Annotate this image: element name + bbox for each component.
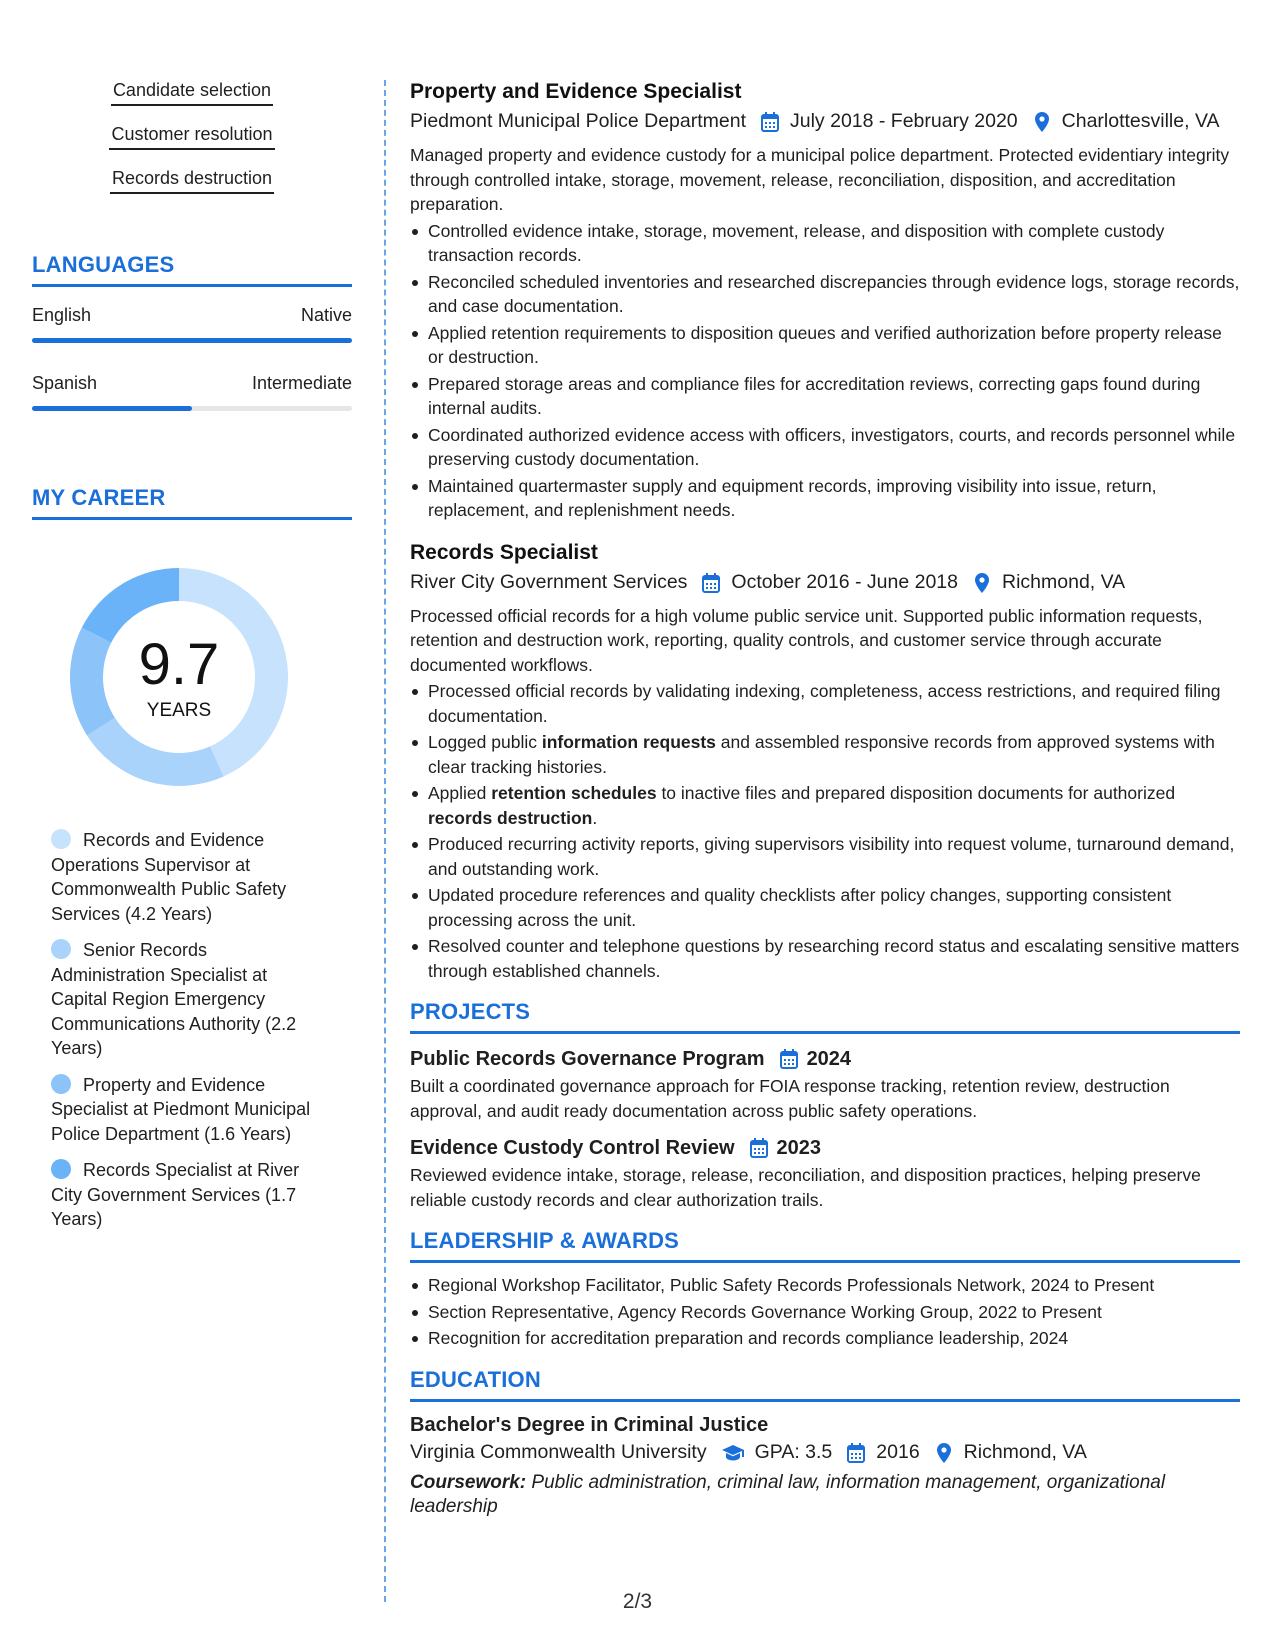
sidebar	[32, 80, 352, 1244]
job-meta	[410, 109, 1240, 134]
legend-dot	[51, 939, 71, 959]
map-pin-icon	[972, 572, 992, 594]
skill-item: Candidate selection	[111, 80, 273, 106]
calendar-icon	[779, 1048, 799, 1070]
job-bullet: Prepared storage areas and compliance files for accreditation reviews, correcting gaps found during internal audits.	[410, 372, 1240, 421]
map-pin-icon	[1032, 111, 1052, 133]
job-bullet: Logged public information requests and assembled responsive records from approved systems with clear tracking histories.	[410, 730, 1240, 779]
leadership-item: Recognition for accreditation preparation and records compliance leadership, 2024	[410, 1326, 1240, 1351]
education-meta	[410, 1440, 1240, 1465]
language-item	[32, 373, 352, 411]
leadership-section	[410, 1228, 1240, 1351]
language-level-bar	[32, 406, 352, 411]
job-dates: July 2018 - February 2020	[790, 110, 1018, 132]
calendar-icon	[749, 1137, 769, 1159]
main-content	[410, 78, 1240, 1519]
job-bullet: Applied retention schedules to inactive files and prepared disposition documents for authorized records destruction.	[410, 781, 1240, 830]
job-bullet: Resolved counter and telephone questions by researching record status and escalating sensitive matters through established channels.	[410, 934, 1240, 983]
job-title: Records Specialist	[410, 540, 598, 564]
legend-dot	[51, 829, 71, 849]
job-dates: October 2016 - June 2018	[731, 570, 958, 593]
job-company: Piedmont Municipal Police Department	[410, 110, 746, 132]
job-bullet: Coordinated authorized evidence access with officers, investigators, courts, and records personnel while preserving custody documentation.	[410, 423, 1240, 472]
graduation-cap-icon	[721, 1442, 745, 1464]
job-bullet: Maintained quartermaster supply and equipment records, improving visibility into issue, return, replacement, and replenishment needs.	[410, 474, 1240, 523]
career-legend	[32, 828, 322, 1232]
education-location: Richmond, VA	[963, 1440, 1087, 1463]
career-total-years: 9.7	[138, 632, 220, 697]
language-level-fill	[32, 338, 352, 343]
language-level: Intermediate	[251, 373, 352, 393]
education-year: 2016	[876, 1440, 920, 1463]
legend-text: Records and Evidence Operations Supervisor at Commonwealth Public Safety Services (4.2 Years)	[51, 830, 287, 924]
career-donut-chart	[66, 564, 292, 790]
donut-slice	[87, 718, 224, 786]
map-pin-icon	[934, 1442, 954, 1464]
job-entry	[410, 78, 1240, 523]
calendar-icon	[760, 111, 780, 133]
project-year: 2024	[806, 1048, 852, 1070]
languages-heading: LANGUAGES	[32, 252, 352, 287]
legend-text: Records Specialist at River City Government Services (1.7 Years)	[51, 1160, 300, 1229]
job-company: River City Government Services	[410, 570, 688, 593]
job-bullets	[410, 219, 1240, 523]
career-legend-item	[51, 1158, 322, 1232]
career-legend-item	[51, 1073, 322, 1147]
job-meta	[410, 570, 1240, 595]
page-number: 2/3	[622, 1590, 653, 1613]
job-bullet: Reconciled scheduled inventories and researched discrepancies through evidence logs, storage records, and case documentation.	[410, 270, 1240, 319]
language-level-bar	[32, 338, 352, 343]
skills-list	[32, 80, 352, 212]
language-level-fill	[32, 406, 192, 411]
skill-item: Customer resolution	[109, 124, 274, 150]
job-summary: Managed property and evidence custody for a municipal police department. Protected evidentiary integrity through controlled intake, storage, movement, release, reconciliation, disposition, and accreditation preparation.	[410, 145, 1230, 214]
project-name: Evidence Custody Control Review	[410, 1137, 735, 1159]
job-bullet: Controlled evidence intake, storage, movement, release, and disposition with complete custody transaction records.	[410, 219, 1240, 268]
career-legend-item	[51, 828, 322, 926]
education-school: Virginia Commonwealth University	[410, 1440, 707, 1463]
legend-text: Senior Records Administration Specialist at Capital Region Emergency Communications Authority (2.2 Years)	[51, 940, 297, 1058]
job-bullet: Processed official records by validating indexing, completeness, access restrictions, and required filing documentation.	[410, 679, 1240, 728]
job-bullet: Produced recurring activity reports, giving supervisors visibility into request volume, turnaround demand, and outstanding work.	[410, 832, 1240, 881]
job-bullet: Updated procedure references and quality checklists after policy changes, supporting consistent processing across the unit.	[410, 883, 1240, 932]
leadership-item: Regional Workshop Facilitator, Public Safety Records Professionals Network, 2024 to Present	[410, 1273, 1240, 1298]
leadership-item: Section Representative, Agency Records Governance Working Group, 2022 to Present	[410, 1300, 1240, 1325]
job-bullets	[410, 679, 1240, 983]
project-name: Public Records Governance Program	[410, 1048, 765, 1070]
job-bullet: Applied retention requirements to disposition queues and verified authorization before property release or destruction.	[410, 321, 1240, 370]
job-title: Property and Evidence Specialist	[410, 80, 742, 103]
project-entry	[410, 1046, 1240, 1123]
language-name: Spanish	[32, 373, 98, 393]
language-level: Native	[300, 305, 352, 325]
education-coursework: Coursework: Public administration, criminal law, information management, organizational leadership	[410, 1471, 1166, 1517]
legend-text: Property and Evidence Specialist at Piedmont Municipal Police Department (1.6 Years)	[51, 1074, 311, 1144]
job-location: Charlottesville, VA	[1061, 110, 1220, 132]
career-legend-item	[51, 938, 322, 1061]
education-heading: EDUCATION	[410, 1367, 1240, 1402]
legend-dot	[51, 1074, 71, 1094]
calendar-icon	[701, 572, 721, 594]
job-location: Richmond, VA	[1002, 570, 1126, 593]
project-description: Reviewed evidence intake, storage, release, reconciliation, and disposition practices, helping preserve reliable custody records and clear authorization trails.	[410, 1165, 1201, 1210]
education-gpa: GPA: 3.5	[754, 1440, 833, 1463]
skill-item: Records destruction	[110, 168, 274, 194]
project-description: Built a coordinated governance approach for FOIA response tracking, retention review, destruction approval, and audit ready documentation across public safety operations.	[410, 1076, 1170, 1121]
calendar-icon	[846, 1442, 866, 1464]
education-degree: Bachelor's Degree in Criminal Justice	[410, 1413, 769, 1436]
projects-heading: PROJECTS	[410, 999, 1240, 1034]
job-summary: Processed official records for a high volume public service unit. Supported public information requests, retention and destruction work, reporting, quality controls, and customer service through accurate documented workflows.	[410, 605, 1203, 675]
project-entry	[410, 1135, 1240, 1212]
career-heading: MY CAREER	[32, 485, 352, 520]
leadership-heading: LEADERSHIP & AWARDS	[410, 1228, 1240, 1263]
legend-dot	[51, 1159, 71, 1179]
language-name: English	[32, 305, 92, 325]
project-year: 2023	[776, 1137, 822, 1159]
job-entry	[410, 539, 1240, 984]
leadership-list	[410, 1273, 1240, 1351]
language-item	[32, 305, 352, 343]
column-divider	[384, 80, 386, 1602]
career-years-label: YEARS	[146, 700, 212, 721]
